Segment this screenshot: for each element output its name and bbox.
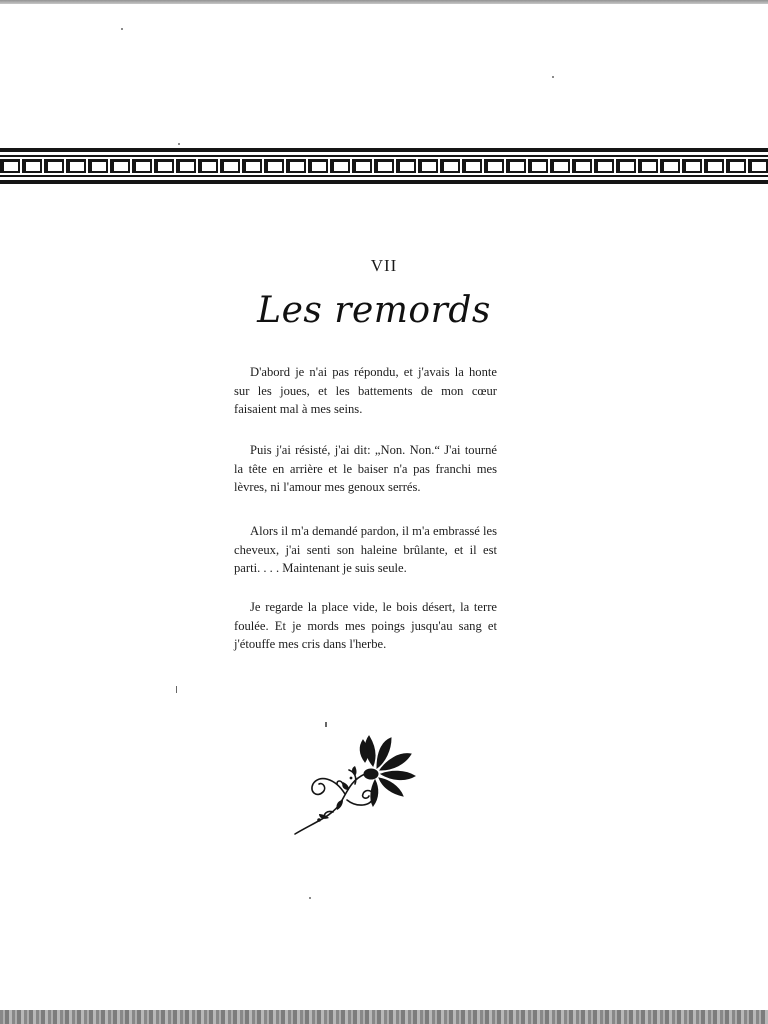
scan-speck xyxy=(121,28,123,30)
chapter-title: Les remords xyxy=(257,290,491,331)
floral-palmette-ornament-icon xyxy=(285,718,430,838)
scan-edge-bottom xyxy=(0,1010,768,1024)
chapter-number: VII xyxy=(370,256,398,275)
border-rule xyxy=(0,175,768,177)
scan-speck xyxy=(176,686,177,693)
paragraph-3: Alors il m'a demandé pardon, il m'a embrassé les cheveux, j'ai senti son haleine brûlante, et il est parti. . . . Maintenant je suis seule. xyxy=(234,524,497,575)
scan-speck xyxy=(178,143,180,145)
paragraph-4: Je regarde la place vide, le bois désert, la terre foulée. Et je mords mes poings jusqu'au sang et j'étouffe mes cris dans l'herbe. xyxy=(234,600,497,651)
border-rule xyxy=(0,180,768,184)
paragraph-1: D'abord je n'ai pas répondu, et j'avais la honte sur les joues, et les battements de mon cœur faisaient mal à mes seins. xyxy=(234,365,497,416)
scan-speck xyxy=(309,897,311,899)
scan-edge-top xyxy=(0,0,768,4)
paragraph-2: Puis j'ai résisté, j'ai dit: „Non. Non.“ J'ai tourné la tête en arrière et le baiser n'a pas franchi mes lèvres, ni l'amour mes genoux serrés. xyxy=(234,443,497,494)
border-rule xyxy=(0,148,768,152)
scan-speck xyxy=(552,76,554,78)
border-rule xyxy=(0,155,768,157)
greek-key-pattern xyxy=(0,159,768,173)
greek-key-border xyxy=(0,148,768,184)
